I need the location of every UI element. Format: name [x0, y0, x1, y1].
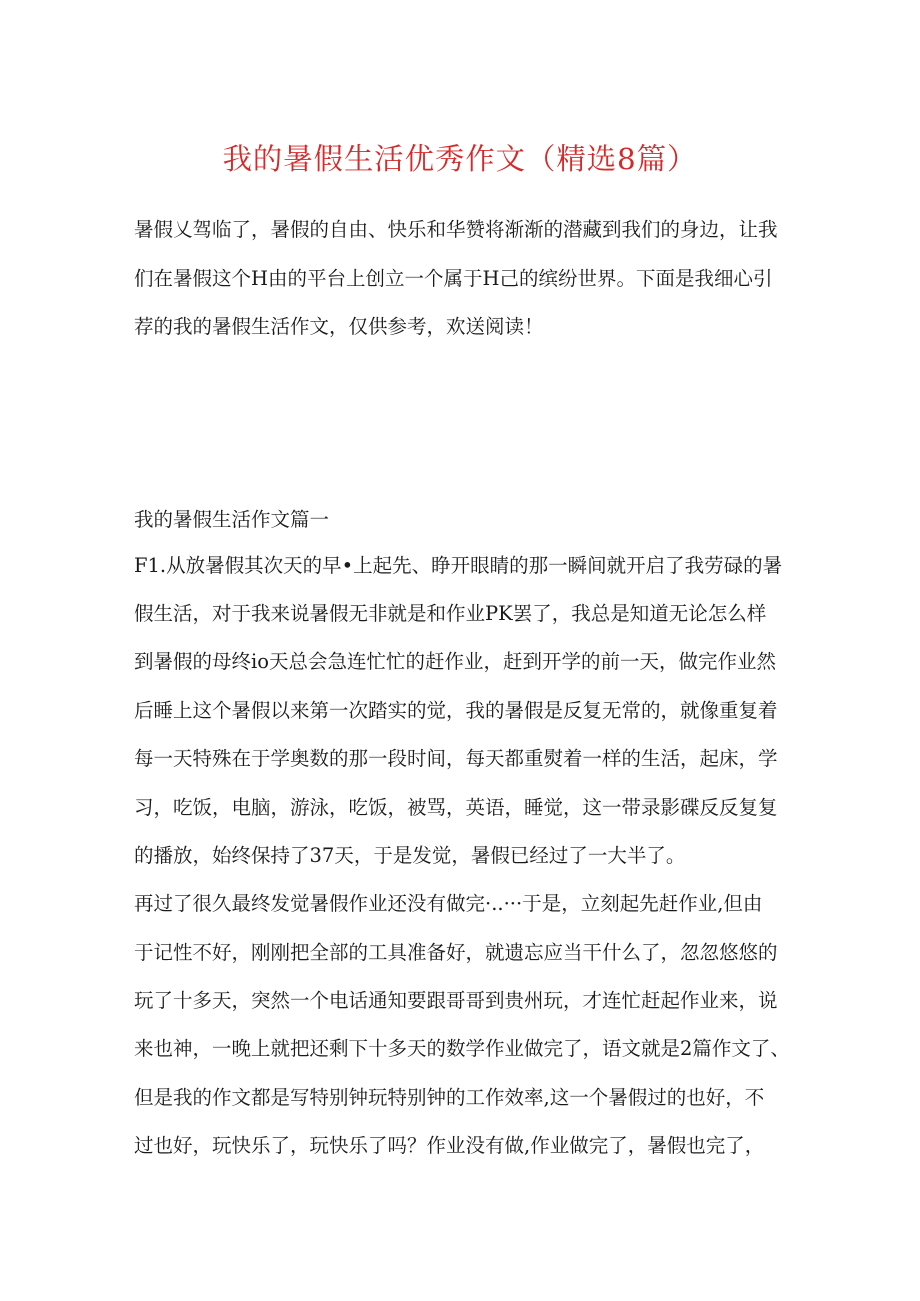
- paragraph-line: 后睡上这个暑假以来第一次踏实的觉，我的暑假是反复无常的，就像重复着: [134, 699, 778, 722]
- paragraph-line: 的播放，始终保持了37天，于是发觉，暑假已经过了一大半了。: [134, 844, 686, 867]
- paragraph-line: 到暑假的母终io天总会急连忙忙的赶作业，赶到开学的前一天，做完作业然: [134, 650, 776, 673]
- paragraph-line: 过也好，玩快乐了，玩快乐了吗？作业没有做,作业做完了，暑假也完了，: [134, 1134, 765, 1157]
- intro-line: 们在暑假这个H由的平台上创立一个属于H己的缤纷世界。下面是我细心引: [134, 267, 773, 290]
- paragraph-line: 来也神，一晚上就把还剩下十多天的数学作业做完了，语文就是2篇作文了、: [134, 1037, 790, 1060]
- paragraph-line: 每一天特殊在于学奥数的那一段时间，每天都重熨着一样的生活，起床，学: [134, 747, 778, 770]
- intro-line: 荐的我的暑假生活作文，仅供参考，欢送阅读！: [134, 315, 544, 338]
- paragraph-line: 玩了十多天，突然一个电话通知要跟哥哥到贵州玩，才连忙赶起作业来，说: [134, 989, 778, 1012]
- paragraph-line: 再过了很久最终发觉暑假作业还没有做完·..···于是，立刻起先赶作业,但由: [134, 892, 763, 915]
- paragraph-line: 但是我的作文都是写特别钟玩特别钟的工作效率,这一个暑假过的也好，不: [134, 1086, 765, 1109]
- section-heading: 我的暑假生活作文篇一: [134, 508, 330, 531]
- document-title: 我的暑假生活优秀作文（精选8篇）: [222, 142, 698, 176]
- paragraph-line: 习，吃饭，电脑，游泳，吃饭，被骂，英语，睡觉，这一带录影碟反反复复: [134, 796, 778, 819]
- paragraph-line: 于记性不好，刚刚把全部的工具准备好，就遗忘应当干什么了，忽忽悠悠的: [134, 941, 778, 964]
- paragraph-line: 假生活，对于我来说暑假无非就是和作业PK罢了，我总是知道无论怎么样: [134, 602, 767, 625]
- paragraph-line: F1.从放暑假其次天的早•上起先、睁开眼睛的那一瞬间就开启了我劳碌的暑: [134, 554, 783, 577]
- intro-line: 暑假乂驾临了，暑假的自由、快乐和华赞将渐渐的潜藏到我们的身边，让我: [134, 218, 778, 241]
